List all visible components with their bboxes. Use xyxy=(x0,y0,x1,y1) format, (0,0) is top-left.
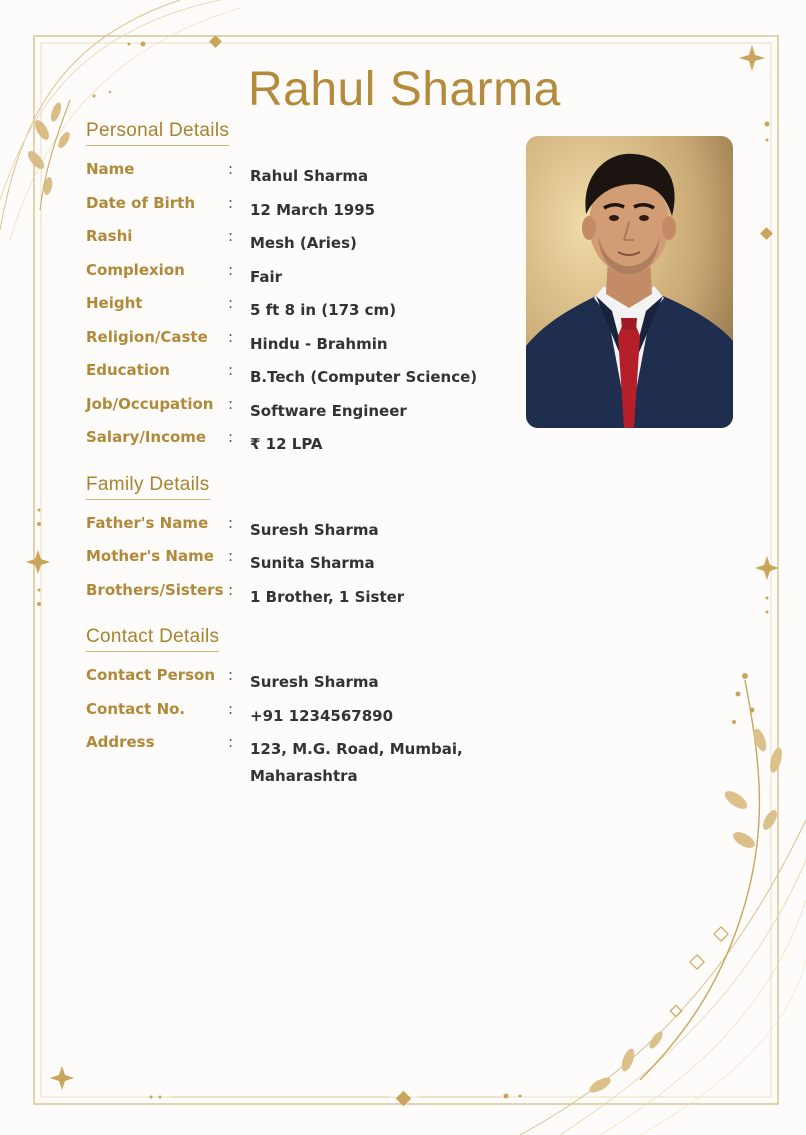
field-value: Mesh (Aries) xyxy=(250,234,357,252)
row-address xyxy=(86,733,506,793)
field-value: B.Tech (Computer Science) xyxy=(250,368,478,386)
field-label: Education xyxy=(86,361,170,379)
separator: : xyxy=(228,547,234,565)
row-religion-caste xyxy=(86,328,506,358)
row-siblings xyxy=(86,581,506,611)
row-height xyxy=(86,294,506,324)
field-label: Contact No. xyxy=(86,700,186,718)
profile-photo xyxy=(526,136,733,428)
separator: : xyxy=(228,261,234,279)
separator: : xyxy=(228,227,234,245)
field-value: Software Engineer xyxy=(250,402,407,420)
separator: : xyxy=(228,581,234,599)
field-label: Religion/Caste xyxy=(86,328,208,346)
section-title-personal: Personal Details xyxy=(86,120,229,146)
row-contact-number xyxy=(86,700,506,730)
field-label: Brothers/Sisters xyxy=(86,581,224,599)
field-label: Father's Name xyxy=(86,514,209,532)
separator: : xyxy=(228,700,234,718)
separator: : xyxy=(228,428,234,446)
field-label: Address xyxy=(86,733,155,751)
field-value: 12 March 1995 xyxy=(250,201,376,219)
separator: : xyxy=(228,514,234,532)
row-mothers-name xyxy=(86,547,506,577)
row-salary-income xyxy=(86,428,506,458)
row-education xyxy=(86,361,506,391)
separator: : xyxy=(228,328,234,346)
field-value: +91 1234567890 xyxy=(250,707,394,725)
separator: : xyxy=(228,294,234,312)
field-value: Fair xyxy=(250,268,283,286)
field-value: Rahul Sharma xyxy=(250,167,369,185)
field-label: Salary/Income xyxy=(86,428,207,446)
row-name xyxy=(86,160,506,190)
field-label: Height xyxy=(86,294,143,312)
separator: : xyxy=(228,194,234,212)
field-value: 123, M.G. Road, Mumbai, Maharashtra xyxy=(250,740,463,785)
field-value: Suresh Sharma xyxy=(250,673,379,691)
field-label: Complexion xyxy=(86,261,185,279)
row-fathers-name xyxy=(86,514,506,544)
row-date-of-birth xyxy=(86,194,506,224)
portrait-illustration xyxy=(526,136,733,428)
section-title-contact: Contact Details xyxy=(86,626,219,652)
field-label: Rashi xyxy=(86,227,133,245)
field-value: 1 Brother, 1 Sister xyxy=(250,588,405,606)
separator: : xyxy=(228,160,234,178)
field-label: Mother's Name xyxy=(86,547,214,565)
row-rashi xyxy=(86,227,506,257)
field-label: Job/Occupation xyxy=(86,395,214,413)
separator: : xyxy=(228,666,234,684)
field-value: Hindu - Brahmin xyxy=(250,335,388,353)
field-label: Date of Birth xyxy=(86,194,196,212)
row-contact-person xyxy=(86,666,506,696)
field-value: ₹ 12 LPA xyxy=(250,435,323,453)
field-label: Contact Person xyxy=(86,666,216,684)
row-complexion xyxy=(86,261,506,291)
separator: : xyxy=(228,361,234,379)
field-value: 5 ft 8 in (173 cm) xyxy=(250,301,397,319)
page-title: Rahul Sharma xyxy=(248,63,561,116)
separator: : xyxy=(228,395,234,413)
separator: : xyxy=(228,733,234,751)
section-title-family: Family Details xyxy=(86,474,210,500)
row-job-occupation xyxy=(86,395,506,425)
field-value: Suresh Sharma xyxy=(250,521,379,539)
field-label: Name xyxy=(86,160,135,178)
field-value: Sunita Sharma xyxy=(250,554,375,572)
